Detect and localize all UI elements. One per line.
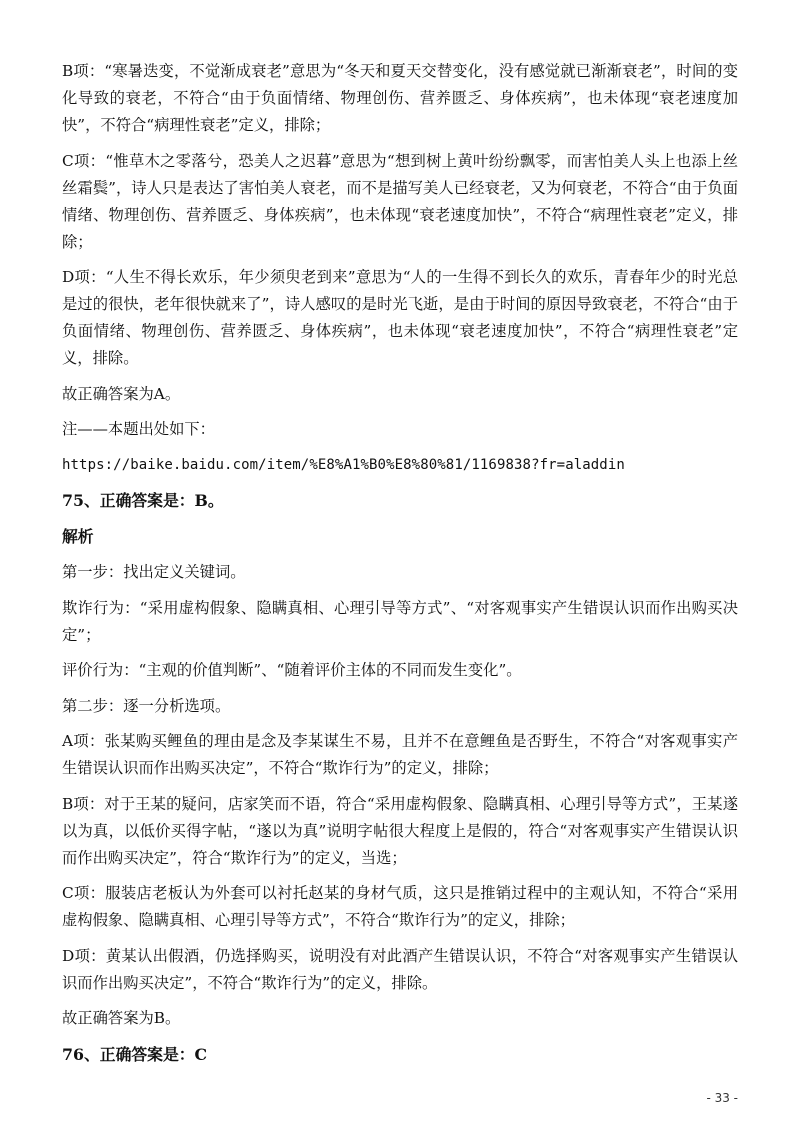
source-note: 注——本题出处如下：: [62, 420, 215, 438]
option-c-paragraph-74: C项：“惟草木之零落兮，恐美人之迟暮”意思为“想到树上黄叶纷纷飘零，而害怕美人头上也添上丝丝霜鬓”，诗人只是表达了害怕美人衰老，而不是描写美人已经衰老，又为何衰老，不符合“由于负面情绪、物理创伤、营养匮乏、身体疾病”，也未体现“衰老速度加快”，不符合“病理性衰老”定义，排除；: [62, 151, 738, 251]
step-two: 第二步：逐一分析选项。: [62, 696, 231, 715]
definition-evaluation: 评价行为：“主观的价值判断”、“随着评价主体的不同而发生变化”。: [62, 661, 522, 679]
option-c-paragraph-75: C项：服装店老板认为外套可以衬托赵某的身材气质，这只是推销过程中的主观认知，不符合“采用虚构假象、隐瞒真相、心理引导等方式”，不符合“欺诈行为”的定义，排除；: [62, 884, 738, 929]
option-b-paragraph-74: B项：“寒暑迭变，不觉渐成衰老”意思为“冬天和夏天交替变化，没有感觉就已渐渐衰老”，时间的变化导致的衰老，不符合“由于负面情绪、物理创伤、营养匮乏、身体疾病”，也未体现“衰老速度加快”，不符合“病理性衰老”定义，排除；: [62, 62, 738, 134]
option-a-paragraph-75: A项：张某购买鲤鱼的理由是念及李某谋生不易，且并不在意鲤鱼是否野生，不符合“对客观事实产生错误认识而作出购买决定”，不符合“欺诈行为”的定义，排除；: [62, 732, 738, 777]
answer-conclusion-75: 故正确答案为B。: [62, 1009, 181, 1027]
analysis-heading: 解析: [62, 527, 94, 546]
source-url: https://baike.baidu.com/item/%E8%A1%B0%E8%80%81/1169838?fr=aladdin: [62, 456, 625, 473]
answer-conclusion-74: 故正确答案为A。: [62, 384, 181, 403]
page-number: - 33 -: [706, 1091, 738, 1105]
step-one: 第一步：找出定义关键词。: [62, 563, 246, 581]
answer-heading-76: 76、正确答案是：C: [62, 1044, 208, 1064]
option-d-paragraph-75: D项：黄某认出假酒，仍选择购买，说明没有对此酒产生错误认识，不符合“对客观事实产生错误认识而作出购买决定”，不符合“欺诈行为”的定义，排除。: [62, 946, 738, 992]
answer-heading-75: 75、正确答案是：B。: [62, 491, 224, 510]
option-b-paragraph-75: B项：对于王某的疑问，店家笑而不语，符合“采用虚构假象、隐瞒真相、心理引导等方式”，王某遂以为真，以低价买得字帖，“遂以为真”说明字帖很大程度上是假的，符合“对客观事实产生错误认识而作出购买决定”，符合“欺诈行为”的定义，当选；: [62, 794, 738, 867]
option-d-paragraph-74: D项：“人生不得长欢乐，年少须臾老到来”意思为“人的一生得不到长久的欢乐，青春年少的时光总是过的很快，老年很快就来了”，诗人感叹的是时光飞逝，是由于时间的原因导致衰老，不符合“由于负面情绪、物理创伤、营养匮乏、身体疾病”，也未体现“衰老速度加快”，不符合“病理性衰老”定义，排除。: [62, 268, 738, 367]
definition-fraud: 欺诈行为：“采用虚构假象、隐瞒真相、心理引导等方式”、“对客观事实产生错误认识而作出购买决定”；: [62, 598, 738, 644]
